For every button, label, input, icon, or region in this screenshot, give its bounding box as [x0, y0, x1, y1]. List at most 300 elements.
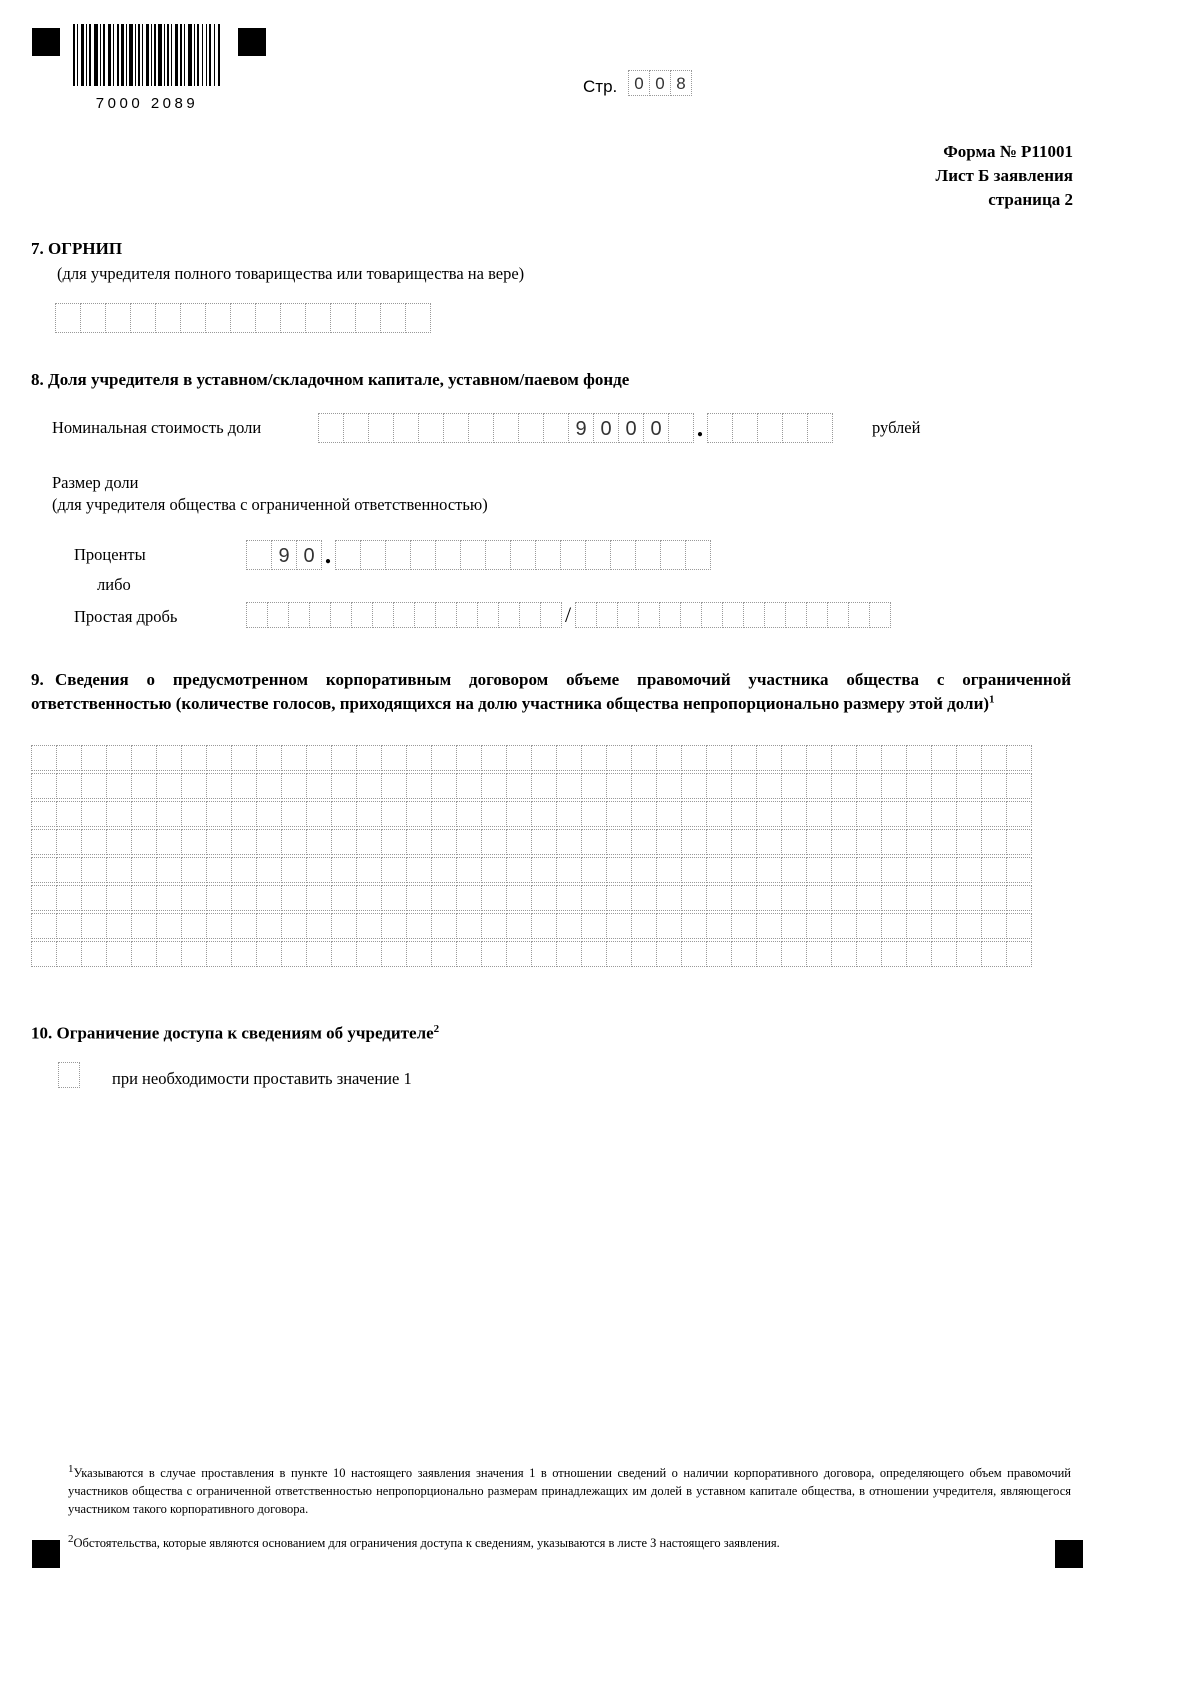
corporate-agreement-cell[interactable] — [356, 745, 382, 771]
corporate-agreement-cell[interactable] — [581, 801, 607, 827]
ogrnip-cell[interactable] — [305, 303, 331, 333]
corporate-agreement-cell[interactable] — [881, 857, 907, 883]
fraction-denominator-cell[interactable] — [575, 602, 597, 628]
percent-fraction-cell[interactable] — [510, 540, 536, 570]
corporate-agreement-cell[interactable] — [906, 941, 932, 967]
corporate-agreement-cell[interactable] — [181, 913, 207, 939]
percent-integer-cell[interactable]: 9 — [271, 540, 297, 570]
corporate-agreement-cell[interactable] — [981, 941, 1007, 967]
corporate-agreement-cell[interactable] — [56, 829, 82, 855]
corporate-agreement-cell[interactable] — [631, 829, 657, 855]
corporate-agreement-cell[interactable] — [81, 885, 107, 911]
fraction-numerator-cell[interactable] — [351, 602, 373, 628]
percent-fraction-cell[interactable] — [410, 540, 436, 570]
corporate-agreement-cell[interactable] — [256, 857, 282, 883]
corporate-agreement-cell[interactable] — [356, 913, 382, 939]
corporate-agreement-cell[interactable] — [606, 885, 632, 911]
corporate-agreement-cell[interactable] — [181, 857, 207, 883]
corporate-agreement-cell[interactable] — [206, 885, 232, 911]
ogrnip-cell[interactable] — [155, 303, 181, 333]
corporate-agreement-cell[interactable] — [1006, 801, 1032, 827]
corporate-agreement-cell[interactable] — [506, 885, 532, 911]
ogrnip-cell[interactable] — [255, 303, 281, 333]
corporate-agreement-cell[interactable] — [781, 801, 807, 827]
corporate-agreement-cell[interactable] — [181, 941, 207, 967]
corporate-agreement-cell[interactable] — [581, 773, 607, 799]
corporate-agreement-cell[interactable] — [406, 801, 432, 827]
corporate-agreement-cell[interactable] — [481, 885, 507, 911]
corporate-agreement-cell[interactable] — [506, 941, 532, 967]
corporate-agreement-cell[interactable] — [706, 829, 732, 855]
corporate-agreement-cell[interactable] — [906, 773, 932, 799]
corporate-agreement-cell[interactable] — [281, 941, 307, 967]
corporate-agreement-cell[interactable] — [781, 857, 807, 883]
corporate-agreement-cell[interactable] — [831, 885, 857, 911]
corporate-agreement-cell[interactable] — [356, 801, 382, 827]
corporate-agreement-cell[interactable] — [131, 745, 157, 771]
corporate-agreement-cell[interactable] — [31, 857, 57, 883]
corporate-agreement-cell[interactable] — [806, 773, 832, 799]
fraction-denominator-cell[interactable] — [764, 602, 786, 628]
corporate-agreement-cell[interactable] — [106, 745, 132, 771]
corporate-agreement-cell[interactable] — [256, 913, 282, 939]
nominal-integer-cell[interactable] — [468, 413, 494, 443]
nominal-integer-cell[interactable] — [518, 413, 544, 443]
corporate-agreement-cell[interactable] — [406, 745, 432, 771]
corporate-agreement-cell[interactable] — [481, 829, 507, 855]
corporate-agreement-cell[interactable] — [606, 913, 632, 939]
corporate-agreement-cell[interactable] — [356, 773, 382, 799]
corporate-agreement-cell[interactable] — [631, 773, 657, 799]
corporate-agreement-cell[interactable] — [131, 885, 157, 911]
corporate-agreement-cell[interactable] — [556, 773, 582, 799]
corporate-agreement-cell[interactable] — [131, 801, 157, 827]
fraction-denominator-cell[interactable] — [743, 602, 765, 628]
corporate-agreement-cell[interactable] — [931, 913, 957, 939]
corporate-agreement-cell[interactable] — [731, 829, 757, 855]
percent-fraction-cell[interactable] — [485, 540, 511, 570]
corporate-agreement-cell[interactable] — [706, 745, 732, 771]
corporate-agreement-cell[interactable] — [456, 773, 482, 799]
corporate-agreement-cell[interactable] — [856, 913, 882, 939]
corporate-agreement-cell[interactable] — [381, 913, 407, 939]
fraction-denominator-cell[interactable] — [785, 602, 807, 628]
corporate-agreement-cell[interactable] — [531, 885, 557, 911]
nominal-fraction-cell[interactable] — [707, 413, 733, 443]
corporate-agreement-cell[interactable] — [556, 829, 582, 855]
corporate-agreement-cell[interactable] — [531, 913, 557, 939]
ogrnip-cell[interactable] — [230, 303, 256, 333]
corporate-agreement-cell[interactable] — [306, 857, 332, 883]
corporate-agreement-cell[interactable] — [131, 773, 157, 799]
corporate-agreement-cell[interactable] — [681, 745, 707, 771]
corporate-agreement-cell[interactable] — [56, 885, 82, 911]
corporate-agreement-cell[interactable] — [831, 801, 857, 827]
corporate-agreement-cell[interactable] — [306, 941, 332, 967]
corporate-agreement-cell[interactable] — [906, 857, 932, 883]
corporate-agreement-cell[interactable] — [806, 745, 832, 771]
corporate-agreement-cell[interactable] — [756, 857, 782, 883]
corporate-agreement-cell[interactable] — [506, 745, 532, 771]
corporate-agreement-cell[interactable] — [631, 801, 657, 827]
corporate-agreement-cell[interactable] — [756, 829, 782, 855]
corporate-agreement-cell[interactable] — [956, 941, 982, 967]
corporate-agreement-cell[interactable] — [906, 829, 932, 855]
corporate-agreement-cell[interactable] — [656, 941, 682, 967]
corporate-agreement-row[interactable] — [31, 829, 1031, 855]
ogrnip-cell[interactable] — [205, 303, 231, 333]
corporate-agreement-cell[interactable] — [556, 885, 582, 911]
percent-fraction-cell[interactable] — [385, 540, 411, 570]
corporate-agreement-cell[interactable] — [856, 829, 882, 855]
corporate-agreement-cell[interactable] — [81, 913, 107, 939]
corporate-agreement-cell[interactable] — [106, 829, 132, 855]
corporate-agreement-cell[interactable] — [956, 857, 982, 883]
corporate-agreement-textblock[interactable] — [31, 745, 1031, 969]
corporate-agreement-cell[interactable] — [181, 801, 207, 827]
corporate-agreement-cell[interactable] — [531, 941, 557, 967]
corporate-agreement-cell[interactable] — [231, 941, 257, 967]
fraction-denominator-cell[interactable] — [806, 602, 828, 628]
percent-fraction-cell[interactable] — [635, 540, 661, 570]
corporate-agreement-cell[interactable] — [981, 857, 1007, 883]
corporate-agreement-cell[interactable] — [581, 857, 607, 883]
corporate-agreement-cell[interactable] — [131, 857, 157, 883]
corporate-agreement-cell[interactable] — [606, 857, 632, 883]
corporate-agreement-cell[interactable] — [806, 885, 832, 911]
corporate-agreement-cell[interactable] — [156, 773, 182, 799]
percent-input[interactable] — [246, 540, 710, 570]
access-restriction-cell[interactable] — [58, 1062, 80, 1088]
corporate-agreement-cell[interactable] — [106, 773, 132, 799]
corporate-agreement-cell[interactable] — [581, 941, 607, 967]
corporate-agreement-cell[interactable] — [956, 913, 982, 939]
ogrnip-cell[interactable] — [55, 303, 81, 333]
corporate-agreement-cell[interactable] — [1006, 885, 1032, 911]
corporate-agreement-cell[interactable] — [256, 745, 282, 771]
corporate-agreement-cell[interactable] — [856, 885, 882, 911]
percent-fraction-cell[interactable] — [585, 540, 611, 570]
nominal-integer-cell[interactable] — [668, 413, 694, 443]
ogrnip-cell[interactable] — [80, 303, 106, 333]
corporate-agreement-cell[interactable] — [256, 829, 282, 855]
fraction-numerator-cell[interactable] — [498, 602, 520, 628]
nominal-integer-cell[interactable] — [343, 413, 369, 443]
corporate-agreement-cell[interactable] — [381, 745, 407, 771]
corporate-agreement-cell[interactable] — [431, 885, 457, 911]
corporate-agreement-row[interactable] — [31, 857, 1031, 883]
corporate-agreement-cell[interactable] — [281, 773, 307, 799]
corporate-agreement-cell[interactable] — [581, 913, 607, 939]
nominal-integer-cell[interactable]: 0 — [618, 413, 644, 443]
corporate-agreement-cell[interactable] — [656, 745, 682, 771]
corporate-agreement-cell[interactable] — [131, 913, 157, 939]
fraction-numerator-cell[interactable] — [477, 602, 499, 628]
corporate-agreement-cell[interactable] — [731, 801, 757, 827]
corporate-agreement-cell[interactable] — [81, 941, 107, 967]
corporate-agreement-cell[interactable] — [56, 773, 82, 799]
corporate-agreement-cell[interactable] — [256, 941, 282, 967]
corporate-agreement-cell[interactable] — [531, 857, 557, 883]
corporate-agreement-cell[interactable] — [406, 773, 432, 799]
corporate-agreement-cell[interactable] — [256, 773, 282, 799]
corporate-agreement-cell[interactable] — [206, 857, 232, 883]
corporate-agreement-cell[interactable] — [781, 941, 807, 967]
corporate-agreement-cell[interactable] — [231, 745, 257, 771]
corporate-agreement-cell[interactable] — [331, 829, 357, 855]
corporate-agreement-cell[interactable] — [456, 885, 482, 911]
corporate-agreement-cell[interactable] — [356, 829, 382, 855]
corporate-agreement-cell[interactable] — [206, 941, 232, 967]
corporate-agreement-cell[interactable] — [106, 857, 132, 883]
corporate-agreement-cell[interactable] — [31, 913, 57, 939]
fraction-denominator-cell[interactable] — [869, 602, 891, 628]
nominal-integer-cell[interactable]: 0 — [593, 413, 619, 443]
corporate-agreement-cell[interactable] — [781, 773, 807, 799]
fraction-numerator-cells[interactable] — [246, 602, 561, 628]
corporate-agreement-cell[interactable] — [656, 773, 682, 799]
nominal-value-fraction-cells[interactable] — [707, 413, 832, 443]
corporate-agreement-cell[interactable] — [206, 913, 232, 939]
corporate-agreement-cell[interactable] — [31, 829, 57, 855]
corporate-agreement-cell[interactable] — [306, 773, 332, 799]
corporate-agreement-cell[interactable] — [531, 801, 557, 827]
simple-fraction-input[interactable] — [246, 602, 890, 628]
corporate-agreement-cell[interactable] — [631, 857, 657, 883]
corporate-agreement-cell[interactable] — [706, 885, 732, 911]
corporate-agreement-cell[interactable] — [431, 941, 457, 967]
corporate-agreement-cell[interactable] — [506, 801, 532, 827]
corporate-agreement-cell[interactable] — [931, 857, 957, 883]
corporate-agreement-cell[interactable] — [81, 857, 107, 883]
corporate-agreement-cell[interactable] — [306, 745, 332, 771]
corporate-agreement-cell[interactable] — [81, 773, 107, 799]
access-restriction-input[interactable] — [58, 1062, 79, 1088]
corporate-agreement-cell[interactable] — [331, 941, 357, 967]
corporate-agreement-cell[interactable] — [81, 801, 107, 827]
corporate-agreement-cell[interactable] — [156, 885, 182, 911]
corporate-agreement-cell[interactable] — [631, 941, 657, 967]
corporate-agreement-cell[interactable] — [1006, 773, 1032, 799]
corporate-agreement-cell[interactable] — [881, 941, 907, 967]
corporate-agreement-cell[interactable] — [506, 773, 532, 799]
corporate-agreement-cell[interactable] — [656, 885, 682, 911]
corporate-agreement-cell[interactable] — [356, 885, 382, 911]
corporate-agreement-cell[interactable] — [856, 745, 882, 771]
corporate-agreement-cell[interactable] — [56, 801, 82, 827]
fraction-numerator-cell[interactable] — [435, 602, 457, 628]
corporate-agreement-cell[interactable] — [1006, 941, 1032, 967]
corporate-agreement-cell[interactable] — [881, 829, 907, 855]
nominal-fraction-cell[interactable] — [807, 413, 833, 443]
corporate-agreement-cell[interactable] — [656, 913, 682, 939]
corporate-agreement-cell[interactable] — [606, 941, 632, 967]
nominal-integer-cell[interactable] — [443, 413, 469, 443]
percent-integer-cell[interactable] — [246, 540, 272, 570]
corporate-agreement-cell[interactable] — [156, 801, 182, 827]
corporate-agreement-cell[interactable] — [631, 885, 657, 911]
ogrnip-cell[interactable] — [105, 303, 131, 333]
corporate-agreement-row[interactable] — [31, 801, 1031, 827]
corporate-agreement-cell[interactable] — [806, 857, 832, 883]
nominal-integer-cell[interactable] — [393, 413, 419, 443]
percent-integer-cell[interactable]: 0 — [296, 540, 322, 570]
corporate-agreement-cell[interactable] — [806, 913, 832, 939]
corporate-agreement-cell[interactable] — [681, 913, 707, 939]
corporate-agreement-cell[interactable] — [756, 941, 782, 967]
corporate-agreement-cell[interactable] — [681, 941, 707, 967]
percent-fraction-cell[interactable] — [610, 540, 636, 570]
corporate-agreement-cell[interactable] — [456, 857, 482, 883]
corporate-agreement-cell[interactable] — [506, 829, 532, 855]
corporate-agreement-cell[interactable] — [381, 773, 407, 799]
corporate-agreement-cell[interactable] — [956, 829, 982, 855]
corporate-agreement-cell[interactable] — [231, 773, 257, 799]
corporate-agreement-cell[interactable] — [431, 829, 457, 855]
fraction-numerator-cell[interactable] — [267, 602, 289, 628]
nominal-integer-cell[interactable] — [493, 413, 519, 443]
percent-fraction-cell[interactable] — [435, 540, 461, 570]
corporate-agreement-cell[interactable] — [531, 829, 557, 855]
corporate-agreement-cell[interactable] — [581, 829, 607, 855]
corporate-agreement-cell[interactable] — [431, 801, 457, 827]
corporate-agreement-cell[interactable] — [606, 829, 632, 855]
corporate-agreement-cell[interactable] — [581, 745, 607, 771]
corporate-agreement-cell[interactable] — [56, 857, 82, 883]
corporate-agreement-cell[interactable] — [256, 885, 282, 911]
corporate-agreement-cell[interactable] — [356, 857, 382, 883]
corporate-agreement-cell[interactable] — [281, 913, 307, 939]
corporate-agreement-cell[interactable] — [756, 773, 782, 799]
corporate-agreement-cell[interactable] — [1006, 857, 1032, 883]
corporate-agreement-cell[interactable] — [106, 913, 132, 939]
corporate-agreement-cell[interactable] — [156, 913, 182, 939]
corporate-agreement-cell[interactable] — [431, 745, 457, 771]
ogrnip-input[interactable] — [55, 303, 430, 333]
corporate-agreement-cell[interactable] — [306, 885, 332, 911]
corporate-agreement-cell[interactable] — [606, 801, 632, 827]
corporate-agreement-cell[interactable] — [306, 801, 332, 827]
corporate-agreement-cell[interactable] — [656, 829, 682, 855]
corporate-agreement-cell[interactable] — [956, 745, 982, 771]
corporate-agreement-cell[interactable] — [431, 857, 457, 883]
corporate-agreement-cell[interactable] — [731, 745, 757, 771]
corporate-agreement-cell[interactable] — [731, 885, 757, 911]
corporate-agreement-cell[interactable] — [831, 745, 857, 771]
corporate-agreement-cell[interactable] — [831, 913, 857, 939]
corporate-agreement-cell[interactable] — [806, 801, 832, 827]
corporate-agreement-cell[interactable] — [106, 885, 132, 911]
corporate-agreement-cell[interactable] — [56, 913, 82, 939]
corporate-agreement-cell[interactable] — [831, 857, 857, 883]
corporate-agreement-cell[interactable] — [881, 745, 907, 771]
corporate-agreement-cell[interactable] — [331, 801, 357, 827]
corporate-agreement-cell[interactable] — [756, 885, 782, 911]
corporate-agreement-cell[interactable] — [506, 857, 532, 883]
corporate-agreement-cell[interactable] — [706, 857, 732, 883]
corporate-agreement-cell[interactable] — [206, 801, 232, 827]
corporate-agreement-cell[interactable] — [181, 773, 207, 799]
corporate-agreement-cell[interactable] — [1006, 745, 1032, 771]
corporate-agreement-cell[interactable] — [31, 885, 57, 911]
corporate-agreement-cell[interactable] — [781, 745, 807, 771]
corporate-agreement-row[interactable] — [31, 885, 1031, 911]
percent-fraction-cell[interactable] — [560, 540, 586, 570]
corporate-agreement-row[interactable] — [31, 941, 1031, 967]
corporate-agreement-cell[interactable] — [731, 913, 757, 939]
corporate-agreement-cell[interactable] — [106, 941, 132, 967]
corporate-agreement-cell[interactable] — [106, 801, 132, 827]
corporate-agreement-cell[interactable] — [531, 745, 557, 771]
corporate-agreement-cell[interactable] — [456, 941, 482, 967]
corporate-agreement-cell[interactable] — [906, 801, 932, 827]
corporate-agreement-cell[interactable] — [906, 745, 932, 771]
nominal-value-integer-cells[interactable] — [318, 413, 693, 443]
corporate-agreement-cell[interactable] — [531, 773, 557, 799]
percent-fraction-cells[interactable] — [335, 540, 710, 570]
page-number-cell[interactable]: 0 — [628, 70, 650, 96]
corporate-agreement-cell[interactable] — [681, 857, 707, 883]
ogrnip-cell[interactable] — [280, 303, 306, 333]
nominal-integer-cell[interactable] — [318, 413, 344, 443]
nominal-fraction-cell[interactable] — [757, 413, 783, 443]
nominal-fraction-cell[interactable] — [732, 413, 758, 443]
corporate-agreement-cell[interactable] — [756, 801, 782, 827]
corporate-agreement-cell[interactable] — [306, 829, 332, 855]
corporate-agreement-cell[interactable] — [881, 913, 907, 939]
corporate-agreement-cell[interactable] — [981, 801, 1007, 827]
corporate-agreement-cell[interactable] — [981, 829, 1007, 855]
corporate-agreement-cell[interactable] — [181, 829, 207, 855]
corporate-agreement-cell[interactable] — [781, 885, 807, 911]
corporate-agreement-cell[interactable] — [806, 941, 832, 967]
corporate-agreement-cell[interactable] — [456, 913, 482, 939]
corporate-agreement-cell[interactable] — [206, 773, 232, 799]
corporate-agreement-cell[interactable] — [956, 773, 982, 799]
corporate-agreement-cell[interactable] — [206, 745, 232, 771]
corporate-agreement-cell[interactable] — [381, 801, 407, 827]
corporate-agreement-cell[interactable] — [981, 745, 1007, 771]
fraction-numerator-cell[interactable] — [330, 602, 352, 628]
corporate-agreement-cell[interactable] — [631, 745, 657, 771]
corporate-agreement-cell[interactable] — [406, 829, 432, 855]
corporate-agreement-cell[interactable] — [681, 885, 707, 911]
corporate-agreement-cell[interactable] — [131, 941, 157, 967]
corporate-agreement-cell[interactable] — [556, 913, 582, 939]
corporate-agreement-cell[interactable] — [831, 941, 857, 967]
corporate-agreement-cell[interactable] — [731, 857, 757, 883]
page-number-cell[interactable]: 0 — [649, 70, 671, 96]
corporate-agreement-cell[interactable] — [31, 801, 57, 827]
percent-fraction-cell[interactable] — [660, 540, 686, 570]
corporate-agreement-row[interactable] — [31, 913, 1031, 939]
corporate-agreement-cell[interactable] — [131, 829, 157, 855]
fraction-denominator-cell[interactable] — [659, 602, 681, 628]
corporate-agreement-cell[interactable] — [856, 801, 882, 827]
corporate-agreement-cell[interactable] — [356, 941, 382, 967]
fraction-numerator-cell[interactable] — [372, 602, 394, 628]
fraction-numerator-cell[interactable] — [288, 602, 310, 628]
corporate-agreement-cell[interactable] — [156, 745, 182, 771]
corporate-agreement-cell[interactable] — [281, 857, 307, 883]
corporate-agreement-cell[interactable] — [556, 941, 582, 967]
corporate-agreement-cell[interactable] — [281, 745, 307, 771]
corporate-agreement-cell[interactable] — [981, 885, 1007, 911]
corporate-agreement-cell[interactable] — [856, 857, 882, 883]
nominal-fraction-cell[interactable] — [782, 413, 808, 443]
corporate-agreement-cell[interactable] — [31, 773, 57, 799]
nominal-integer-cell[interactable]: 0 — [643, 413, 669, 443]
